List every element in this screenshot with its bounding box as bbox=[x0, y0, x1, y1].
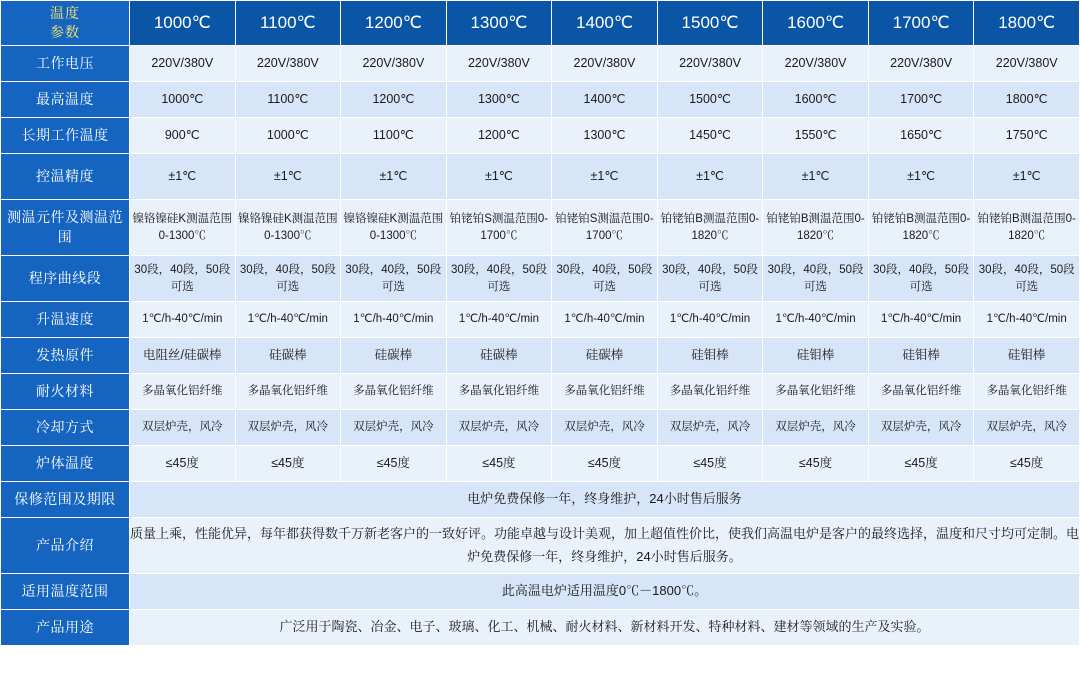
header-col-1: 1100℃ bbox=[235, 1, 341, 46]
row-label: 适用温度范围 bbox=[1, 574, 130, 610]
row-label: 产品介绍 bbox=[1, 518, 130, 574]
table-cell: 30段，40段，50段可选 bbox=[657, 256, 763, 302]
table-header-row bbox=[1, 1, 1080, 46]
table-cell: 30段，40段，50段可选 bbox=[341, 256, 447, 302]
table-cell: 1600℃ bbox=[763, 82, 869, 118]
table-cell: 30段，40段，50段可选 bbox=[763, 256, 869, 302]
table-cell-wide: 此高温电炉适用温度0℃－1800℃。 bbox=[130, 574, 1080, 610]
table-cell: 1000℃ bbox=[130, 82, 236, 118]
table-cell: 900℃ bbox=[130, 118, 236, 154]
table-cell: 多晶氧化铝纤维 bbox=[868, 374, 974, 410]
row-label: 发热原件 bbox=[1, 338, 130, 374]
table-cell: 硅钼棒 bbox=[868, 338, 974, 374]
corner-label-parameter: 参数 bbox=[50, 24, 80, 40]
table-cell: 多晶氧化铝纤维 bbox=[235, 374, 341, 410]
table-row bbox=[1, 118, 1080, 154]
table-cell: 硅钼棒 bbox=[974, 338, 1080, 374]
table-row bbox=[1, 410, 1080, 446]
header-col-8: 1800℃ bbox=[974, 1, 1080, 46]
table-cell: 双层炉壳，风冷 bbox=[235, 410, 341, 446]
table-cell: 双层炉壳，风冷 bbox=[974, 410, 1080, 446]
table-row bbox=[1, 256, 1080, 302]
table-cell: 电阻丝/硅碳棒 bbox=[130, 338, 236, 374]
table-cell: 1450℃ bbox=[657, 118, 763, 154]
table-cell: 220V/380V bbox=[130, 46, 236, 82]
table-row bbox=[1, 154, 1080, 200]
row-label: 炉体温度 bbox=[1, 446, 130, 482]
table-cell: ≤45度 bbox=[657, 446, 763, 482]
table-cell: ±1℃ bbox=[446, 154, 552, 200]
table-row-usage bbox=[1, 610, 1080, 646]
table-cell-wide: 质量上乘，性能优异，每年都获得数千万新老客户的一致好评。功能卓越与设计美观，加上超值性价比，使我们高温电炉是客户的最终选择，温度和尺寸均可定制。电炉免费保修一年，终身维护，24小时售后服务。 bbox=[130, 518, 1080, 574]
row-label: 最高温度 bbox=[1, 82, 130, 118]
table-cell: ±1℃ bbox=[763, 154, 869, 200]
table-cell: 多晶氧化铝纤维 bbox=[130, 374, 236, 410]
table-cell: 铂铑铂B测温范围0-1820℃ bbox=[657, 200, 763, 256]
table-cell: ±1℃ bbox=[341, 154, 447, 200]
table-cell: 30段，40段，50段可选 bbox=[868, 256, 974, 302]
table-cell: 1300℃ bbox=[446, 82, 552, 118]
table-cell: 硅碳棒 bbox=[341, 338, 447, 374]
table-cell: 1000℃ bbox=[235, 118, 341, 154]
table-row bbox=[1, 302, 1080, 338]
table-cell: 1℃/h-40℃/min bbox=[235, 302, 341, 338]
table-cell: 1650℃ bbox=[868, 118, 974, 154]
table-cell: 220V/380V bbox=[552, 46, 658, 82]
row-label: 冷却方式 bbox=[1, 410, 130, 446]
table-cell: 220V/380V bbox=[763, 46, 869, 82]
table-cell: 双层炉壳，风冷 bbox=[130, 410, 236, 446]
row-label: 耐火材料 bbox=[1, 374, 130, 410]
table-cell: 1℃/h-40℃/min bbox=[763, 302, 869, 338]
table-cell: 硅碳棒 bbox=[446, 338, 552, 374]
table-row-temp-range bbox=[1, 574, 1080, 610]
table-cell: 1100℃ bbox=[235, 82, 341, 118]
table-cell: 1750℃ bbox=[974, 118, 1080, 154]
table-cell: ≤45度 bbox=[763, 446, 869, 482]
table-cell: ≤45度 bbox=[341, 446, 447, 482]
table-cell: 多晶氧化铝纤维 bbox=[552, 374, 658, 410]
corner-label-temperature: 温度 bbox=[50, 5, 80, 22]
table-row-warranty bbox=[1, 482, 1080, 518]
table-cell: 双层炉壳，风冷 bbox=[657, 410, 763, 446]
table-cell: 1700℃ bbox=[868, 82, 974, 118]
table-cell: 220V/380V bbox=[868, 46, 974, 82]
table-cell: 1300℃ bbox=[552, 118, 658, 154]
table-cell: 多晶氧化铝纤维 bbox=[763, 374, 869, 410]
table-cell: 220V/380V bbox=[235, 46, 341, 82]
table-cell: 220V/380V bbox=[446, 46, 552, 82]
table-cell: 1℃/h-40℃/min bbox=[130, 302, 236, 338]
row-label: 升温速度 bbox=[1, 302, 130, 338]
table-cell: 硅钼棒 bbox=[657, 338, 763, 374]
table-cell: 1℃/h-40℃/min bbox=[868, 302, 974, 338]
header-col-2: 1200℃ bbox=[341, 1, 447, 46]
table-cell: 220V/380V bbox=[974, 46, 1080, 82]
header-col-4: 1400℃ bbox=[552, 1, 658, 46]
table-row bbox=[1, 374, 1080, 410]
table-cell: ≤45度 bbox=[130, 446, 236, 482]
table-row bbox=[1, 46, 1080, 82]
table-cell: 铂铑铂B测温范围0-1820℃ bbox=[974, 200, 1080, 256]
table-cell: 硅碳棒 bbox=[235, 338, 341, 374]
table-cell: ±1℃ bbox=[130, 154, 236, 200]
table-cell: ±1℃ bbox=[552, 154, 658, 200]
table-cell: 镍铬镍硅K测温范围0-1300℃ bbox=[130, 200, 236, 256]
table-cell: 双层炉壳，风冷 bbox=[868, 410, 974, 446]
row-label: 长期工作温度 bbox=[1, 118, 130, 154]
table-cell: 多晶氧化铝纤维 bbox=[446, 374, 552, 410]
table-cell: ≤45度 bbox=[446, 446, 552, 482]
header-col-6: 1600℃ bbox=[763, 1, 869, 46]
header-col-3: 1300℃ bbox=[446, 1, 552, 46]
table-cell: 镍铬镍硅K测温范围0-1300℃ bbox=[341, 200, 447, 256]
table-cell: 双层炉壳，风冷 bbox=[446, 410, 552, 446]
table-cell: ≤45度 bbox=[868, 446, 974, 482]
table-cell: 多晶氧化铝纤维 bbox=[974, 374, 1080, 410]
table-cell: 1℃/h-40℃/min bbox=[341, 302, 447, 338]
row-label: 控温精度 bbox=[1, 154, 130, 200]
table-cell: ±1℃ bbox=[657, 154, 763, 200]
table-cell: 1200℃ bbox=[341, 82, 447, 118]
table-cell: ±1℃ bbox=[868, 154, 974, 200]
row-label: 程序曲线段 bbox=[1, 256, 130, 302]
table-cell: 双层炉壳，风冷 bbox=[552, 410, 658, 446]
table-cell: 1550℃ bbox=[763, 118, 869, 154]
table-cell: 220V/380V bbox=[341, 46, 447, 82]
table-cell: 1400℃ bbox=[552, 82, 658, 118]
table-cell: 1100℃ bbox=[341, 118, 447, 154]
table-cell: ≤45度 bbox=[974, 446, 1080, 482]
table-cell: 1℃/h-40℃/min bbox=[657, 302, 763, 338]
table-row bbox=[1, 200, 1080, 256]
table-cell: 1500℃ bbox=[657, 82, 763, 118]
table-cell: ≤45度 bbox=[235, 446, 341, 482]
table-row bbox=[1, 82, 1080, 118]
row-label: 测温元件及测温范围 bbox=[1, 200, 130, 256]
table-cell: 1200℃ bbox=[446, 118, 552, 154]
table-cell: 1℃/h-40℃/min bbox=[552, 302, 658, 338]
table-cell: 双层炉壳，风冷 bbox=[341, 410, 447, 446]
table-cell: ±1℃ bbox=[974, 154, 1080, 200]
table-cell: 220V/380V bbox=[657, 46, 763, 82]
table-cell: 30段，40段，50段可选 bbox=[974, 256, 1080, 302]
table-cell-wide: 电炉免费保修一年，终身维护，24小时售后服务 bbox=[130, 482, 1080, 518]
table-cell: 硅钼棒 bbox=[763, 338, 869, 374]
table-cell: 1800℃ bbox=[974, 82, 1080, 118]
header-col-7: 1700℃ bbox=[868, 1, 974, 46]
table-cell: 镍铬镍硅K测温范围0-1300℃ bbox=[235, 200, 341, 256]
table-cell: 硅碳棒 bbox=[552, 338, 658, 374]
table-cell: 30段，40段，50段可选 bbox=[552, 256, 658, 302]
table-row-intro bbox=[1, 518, 1080, 574]
table-cell: 双层炉壳，风冷 bbox=[763, 410, 869, 446]
row-label: 产品用途 bbox=[1, 610, 130, 646]
row-label: 保修范围及期限 bbox=[1, 482, 130, 518]
table-cell: 30段，40段，50段可选 bbox=[235, 256, 341, 302]
table-cell: 铂铑铂S测温范围0-1700℃ bbox=[552, 200, 658, 256]
table-cell: 30段，40段，50段可选 bbox=[446, 256, 552, 302]
table-cell: 1℃/h-40℃/min bbox=[974, 302, 1080, 338]
table-cell: 多晶氧化铝纤维 bbox=[341, 374, 447, 410]
row-label: 工作电压 bbox=[1, 46, 130, 82]
table-cell-wide: 广泛用于陶瓷、冶金、电子、玻璃、化工、机械、耐火材料、新材料开发、特种材料、建材等领域的生产及实验。 bbox=[130, 610, 1080, 646]
table-cell: 铂铑铂B测温范围0-1820℃ bbox=[763, 200, 869, 256]
table-cell: 1℃/h-40℃/min bbox=[446, 302, 552, 338]
table-cell: ≤45度 bbox=[552, 446, 658, 482]
table-cell: 铂铑铂B测温范围0-1820℃ bbox=[868, 200, 974, 256]
table-cell: ±1℃ bbox=[235, 154, 341, 200]
table-row bbox=[1, 338, 1080, 374]
header-col-5: 1500℃ bbox=[657, 1, 763, 46]
header-corner-cell bbox=[1, 1, 130, 46]
table-row bbox=[1, 446, 1080, 482]
header-col-0: 1000℃ bbox=[130, 1, 236, 46]
table-cell: 铂铑铂S测温范围0-1700℃ bbox=[446, 200, 552, 256]
table-cell: 多晶氧化铝纤维 bbox=[657, 374, 763, 410]
table-cell: 30段，40段，50段可选 bbox=[130, 256, 236, 302]
